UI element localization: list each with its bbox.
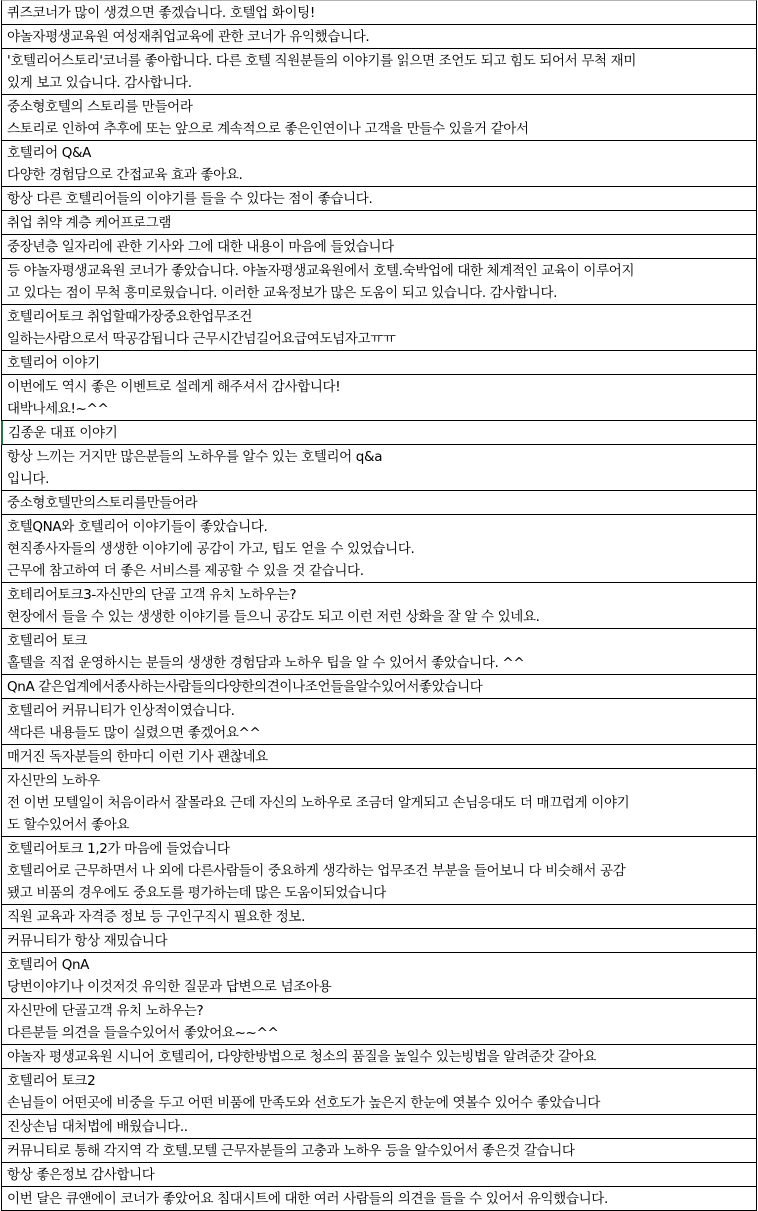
- cell-text-line: 자신만의 노하우: [7, 773, 100, 789]
- comment-cell[interactable]: [1, 1139, 757, 1163]
- cell-text-line: 항상 느끼는 거지만 많은분들의 노하우를 알수 있는 호텔리어 q&a: [7, 449, 383, 465]
- comment-cell[interactable]: [1, 211, 757, 235]
- cell-text-line: 현직종사자들의 생생한 이야기에 공감이 가고, 팁도 얻을 수 있었습니다.: [7, 541, 415, 557]
- cell-text-line: 직원 교육과 자격증 정보 등 구인구직시 필요한 정보.: [7, 909, 306, 925]
- cell-text-line: 당번이야기나 이것저것 유익한 질문과 답변으로 넘조아용: [7, 979, 332, 995]
- cell-text-line: 퀴즈코너가 많이 생겼으면 좋겠습니다. 호텔업 화이팅!: [7, 5, 315, 21]
- cell-text-line: QnA 같은업계에서종사하는사람들의다양한의견이나조언들을알수있어서좋았습니다: [7, 679, 483, 695]
- cell-text-line: 자신만에 단골고객 유치 노하우는?: [7, 1003, 204, 1019]
- cell-text-line: 다른분들 의견을 들을수있어서 좋았어요~~^^: [7, 1025, 279, 1041]
- cell-text-line: 스토리로 인하여 추후에 또는 앞으로 계속적으로 좋은인연이나 고객을 만들수 있을거 같아서: [7, 121, 529, 137]
- cell-text-line: 커뮤니티가 항상 재밌습니다: [7, 933, 168, 949]
- comment-cell[interactable]: [1, 999, 757, 1045]
- comment-cell[interactable]: [1, 375, 757, 421]
- comment-cell[interactable]: [1, 0, 757, 25]
- comment-cell[interactable]: [1, 1069, 757, 1115]
- comment-cell[interactable]: [1, 95, 757, 141]
- comment-cell[interactable]: [1, 25, 757, 49]
- cell-text-line: 김종운 대표 이야기: [8, 425, 118, 441]
- cell-text-line: 항상 다른 호텔리어들의 이야기를 들을 수 있다는 점이 좋습니다.: [7, 191, 373, 207]
- cell-text-line: 야놀자 평생교육원 시니어 호텔리어, 다양한방법으로 청소의 품질을 높일수 있는빙법을 알려준갓 갈아요: [7, 1049, 597, 1065]
- comment-cell[interactable]: [1, 49, 757, 95]
- cell-text-line: 호텔QNA와 호텔리어 이야기들이 좋았습니다.: [7, 519, 268, 535]
- cell-text-line: 매거진 독자분들의 한마디 이런 기사 괜찮네요: [7, 749, 268, 765]
- cell-text-line: 중장년층 일자리에 관한 기사와 그에 대한 내용이 마음에 들었습니다: [7, 239, 394, 255]
- cell-text-line: 호텔리어로 근무하면서 나 외에 다른사람들이 중요하게 생각하는 업무조건 부분을 들어보니 다 비슷해서 공감: [7, 863, 626, 879]
- comment-cell[interactable]: [1, 1115, 757, 1139]
- comment-cell[interactable]: [1, 905, 757, 929]
- cell-text-line: 다양한 경험담으로 간접교육 효과 좋아요.: [7, 167, 243, 183]
- cell-text-line: 근무에 참고하여 더 좋은 서비스를 제공할 수 있을 것 같습니다.: [7, 563, 364, 579]
- cell-text-line: 진상손님 대처법에 배웠습니다..: [7, 1119, 188, 1135]
- cell-text-line: 손님들이 어떤곳에 비중을 두고 어떤 비품에 만족도와 선호도가 높은지 한눈에 엿볼수 있어수 좋았습니다: [7, 1095, 601, 1111]
- cell-text-line: 됐고 비품의 경우에도 중요도를 평가하는데 많은 도움이되었습니다: [7, 885, 386, 901]
- comment-cell[interactable]: [1, 745, 757, 769]
- comment-cell[interactable]: [1, 1187, 757, 1211]
- comment-cell[interactable]: [1, 421, 757, 445]
- cell-text-line: 호텔리어 이야기: [7, 355, 100, 371]
- cell-text-line: 취업 취약 계층 케어프로그램: [7, 215, 172, 231]
- cell-text-line: 항상 좋은정보 감사합니다: [7, 1167, 155, 1183]
- cell-text-line: 호텔리어토크 1,2가 마음에 들었습니다: [7, 841, 230, 857]
- cell-text-line: '호텔리어스토리'코너를 좋아합니다. 다른 호텔 직원분들의 이야기를 읽으면 조언도 되고 힘도 되어서 무척 재미: [7, 53, 637, 69]
- cell-text-line: 대박나세요!~^^: [7, 401, 109, 417]
- cell-text-line: 현장에서 들을 수 있는 생생한 이야기를 들으니 공감도 되고 이런 저런 상화을 잘 알 수 있네요.: [7, 609, 540, 625]
- comment-cell[interactable]: [1, 929, 757, 953]
- comment-cell[interactable]: [1, 491, 757, 515]
- cell-text-line: 호텔리어 Q&A: [7, 145, 92, 161]
- comment-cell[interactable]: [1, 351, 757, 375]
- cell-text-line: 호테리어토크3-자신만의 단골 고객 유치 노하우는?: [7, 587, 297, 603]
- comment-cell[interactable]: [1, 837, 757, 905]
- cell-text-line: 도 할수있어서 좋아요: [7, 817, 130, 833]
- comment-cell[interactable]: [1, 953, 757, 999]
- cell-text-line: 입니다.: [7, 471, 50, 487]
- cell-text-line: 커뮤니티로 통해 각지역 각 호텔.모텔 근무자분들의 고충과 노하우 등을 알수있어서 좋은것 갈습니다: [7, 1143, 575, 1159]
- cell-text-line: 이번 달은 큐앤에이 코너가 좋았어요 침대시트에 대한 여러 사람들의 의견을 들을 수 있어서 유익했습니다.: [7, 1191, 608, 1207]
- cell-text-line: 전 이번 모텔일이 처음이라서 잘몰라요 근데 자신의 노하우로 조금더 알게되고 손님응대도 더 매끄럽게 이야기: [7, 795, 630, 811]
- cell-text-line: 야놀자평생교육원 여성재취업교육에 관한 코너가 유익했습니다.: [7, 29, 370, 45]
- comment-cell[interactable]: [1, 699, 757, 745]
- cell-text-line: 등 야놀자평생교육원 코너가 좋았습니다. 야놀자평생교육원에서 호텔.숙박업에 대한 체계적인 교육이 이루어지: [7, 263, 635, 279]
- cell-text-line: 호텔리어 QnA: [7, 957, 90, 973]
- cell-text-line: 호텔리어 커뮤니티가 인상적이였습니다.: [7, 703, 235, 719]
- comment-cell[interactable]: [1, 141, 757, 187]
- comment-cell[interactable]: [1, 235, 757, 259]
- cell-text-line: 홀텔을 직접 운영하시는 분들의 생생한 경험담과 노하우 팁을 알 수 있어서 좋았습니다. ^^: [7, 655, 525, 671]
- comment-cell[interactable]: [1, 675, 757, 699]
- cell-text-line: 고 있다는 점이 무척 흥미로웠습니다. 이러한 교육정보가 많은 도움이 되고 있습니다. 감사합니다.: [7, 285, 558, 301]
- cell-text-line: 이번에도 역시 좋은 이벤트로 설레게 해주셔서 감사합니다!: [7, 379, 341, 395]
- comment-cell[interactable]: [1, 445, 757, 491]
- cell-text-line: 호텔리어 토크: [7, 633, 88, 649]
- cell-text-line: 중소형호텔만의스토리를만들어라: [7, 495, 198, 511]
- comment-cell[interactable]: [1, 305, 757, 351]
- comment-cell[interactable]: [1, 1045, 757, 1069]
- comment-cell[interactable]: [1, 1163, 757, 1187]
- comment-cell[interactable]: [1, 187, 757, 211]
- comment-cell[interactable]: [1, 769, 757, 837]
- cell-text-line: 중소형호텔의 스토리를 만들어라: [7, 99, 193, 115]
- comment-cell[interactable]: [1, 629, 757, 675]
- cell-text-line: 색다른 내용들도 많이 실렸으면 좋겠어요^^: [7, 725, 261, 741]
- cell-text-line: 호텔리어 토크2: [7, 1073, 96, 1089]
- comment-cell[interactable]: [1, 515, 757, 583]
- cell-text-line: 있게 보고 있습니다. 감사합니다.: [7, 75, 192, 91]
- comment-cell[interactable]: [1, 259, 757, 305]
- cell-text-line: 일하는사람으로서 딱공감됩니다 근무시간넘길어요급여도넘자고ㅠㅠ: [7, 331, 396, 347]
- cell-text-line: 호텔리어토크 취업할때가장중요한업무조건: [7, 309, 253, 325]
- comment-cell[interactable]: [1, 583, 757, 629]
